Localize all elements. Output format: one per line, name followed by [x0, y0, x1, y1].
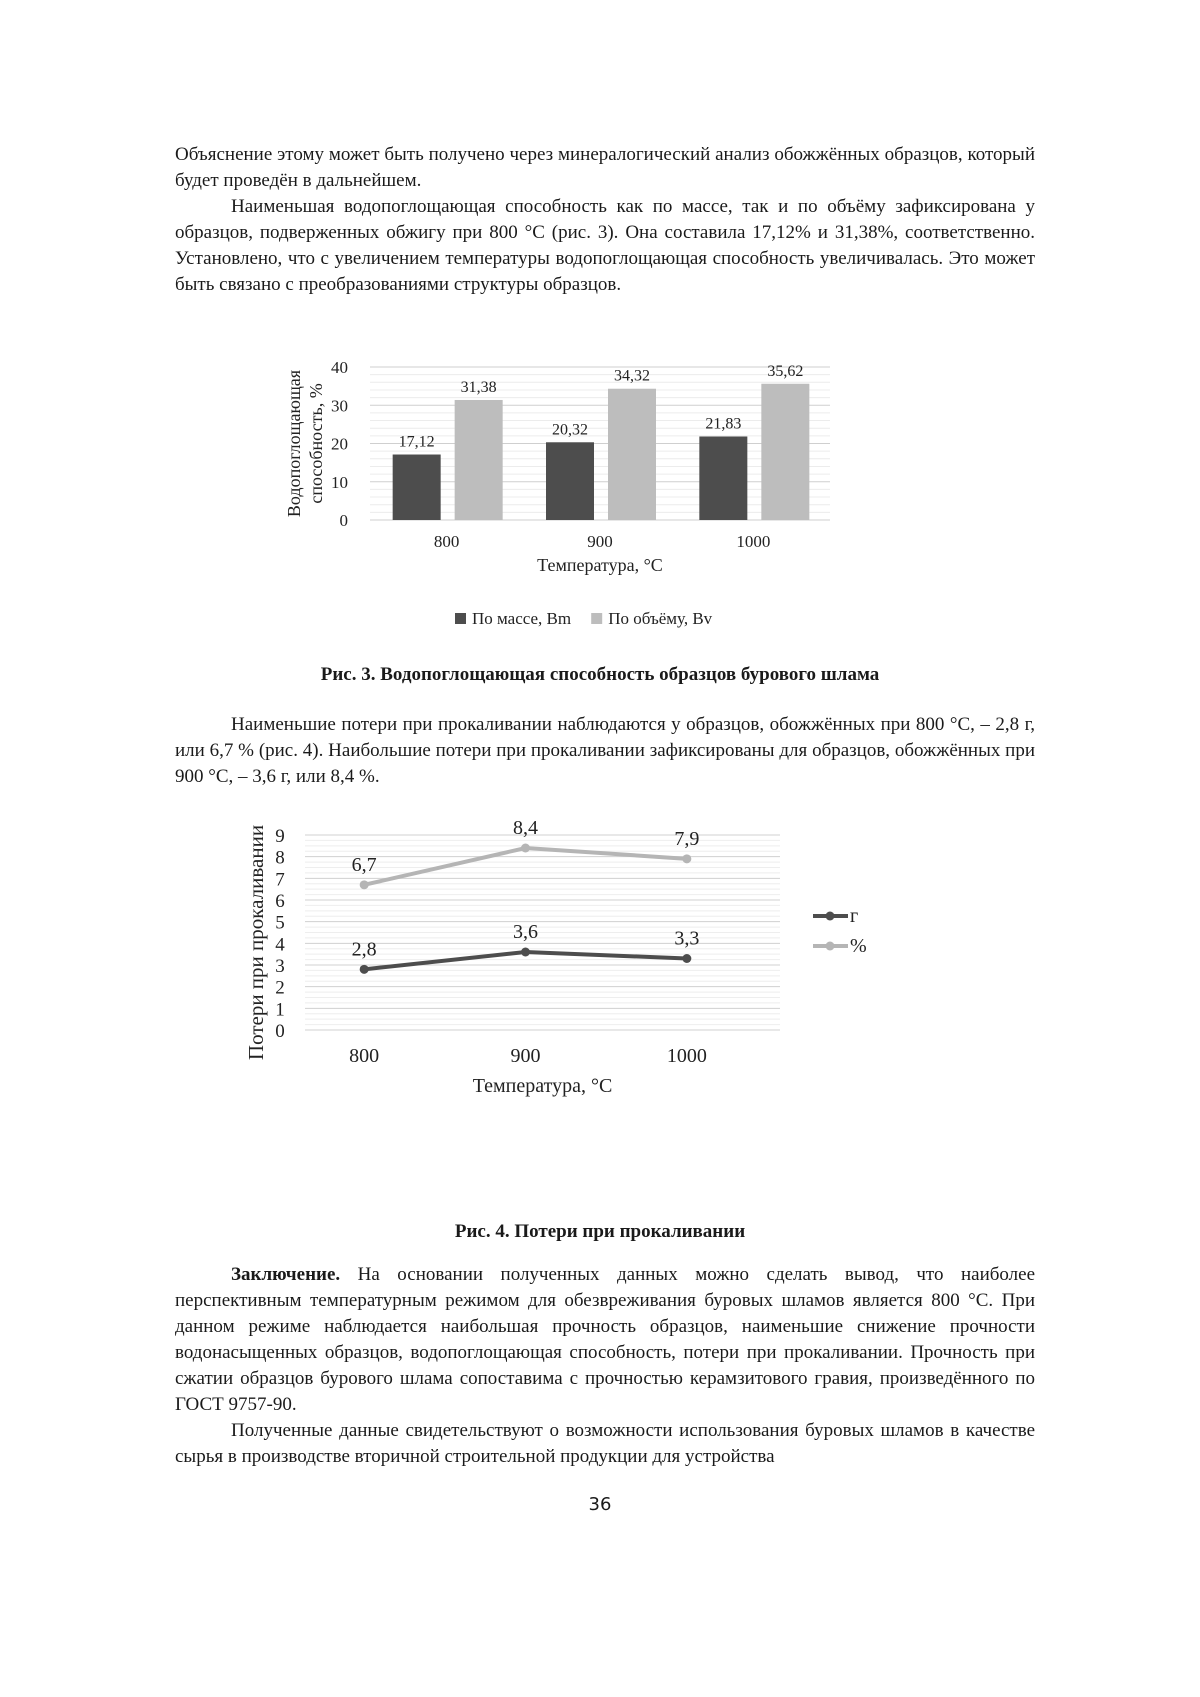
y-tick-label: 2	[275, 977, 285, 999]
legend-marker	[826, 942, 835, 951]
data-label: 17,12	[398, 433, 435, 451]
x-axis-title: Температура, °С	[472, 1075, 613, 1097]
conclusion-text	[175, 1262, 1035, 1470]
y-tick-label: 5	[275, 912, 285, 934]
x-axis-title: Температура, °С	[537, 555, 663, 575]
y-tick-label: 6	[275, 891, 285, 912]
paragraph-conclusion	[175, 1262, 1035, 1418]
bar	[393, 455, 441, 520]
y-tick-label: 7	[275, 869, 285, 891]
paragraph-1: Объяснение этому может быть получено через минералогический анализ обожжённых образцов, который будет проведён в дальнейшем.	[175, 144, 1035, 191]
data-label: 35,62	[767, 362, 804, 380]
data-label: 31,38	[460, 378, 497, 396]
x-tick-label: 900	[510, 1045, 541, 1067]
y-axis-title: Водопоглощающая способность, %	[284, 369, 326, 518]
conclusion-body: На основании полученных данных можно сделать вывод, что наиболее перспективным температурным режимом для обезвреживания буровых шламов является 800 °С. При данном режиме наблюдается наибольшая прочность образцов, наименьшие снижение прочности водонасыщенных образцов, водопоглощающая способность, потери при прокаливании. Прочность при сжатии образцов бурового шлама сопоставима с прочностью керамзитового гравия, произведённого по ГОСТ 9757-90.	[175, 1264, 1035, 1415]
x-tick-label: 1000	[666, 1045, 707, 1067]
figure-3-caption: Рис. 3. Водопоглощающая способность образцов бурового шлама	[320, 664, 880, 685]
y-axis-title: Потери при прокаливании	[244, 824, 268, 1061]
legend-label: %	[850, 935, 867, 957]
bar	[455, 400, 503, 520]
legend-label: По массе, Вm	[472, 609, 572, 628]
bar	[608, 389, 656, 520]
legend-swatch	[455, 613, 466, 624]
bar	[761, 384, 809, 520]
x-tick-label: 800	[433, 532, 460, 551]
y-tick-label: 40	[331, 358, 348, 377]
legend-label: г	[850, 905, 859, 927]
data-label: 6,7	[351, 853, 377, 876]
figure-4-caption: Рис. 4. Потери при прокаливании	[454, 1221, 746, 1242]
series-line	[364, 848, 687, 885]
data-point	[360, 965, 369, 974]
y-tick-label: 1	[275, 999, 285, 1021]
data-label: 34,32	[614, 367, 650, 385]
middle-text	[175, 712, 1035, 790]
data-point	[521, 844, 530, 853]
data-label: 20,32	[552, 421, 588, 439]
y-tick-label: 20	[331, 434, 348, 454]
data-label: 2,8	[351, 938, 377, 961]
y-tick-label: 0	[275, 1021, 285, 1042]
paragraph-3: Наименьшие потери при прокаливании наблюдаются у образцов, обожжённых при 800 °С, – 2,8 г, или 6,7 % (рис. 4). Наибольшие потери при прокаливании зафиксированы для образцов, обожжённых при 900 °С, – 3,6 г, или 8,4 %.	[175, 714, 1035, 787]
page-number: 36	[588, 1494, 612, 1515]
data-label: 3,3	[674, 927, 700, 950]
data-point	[682, 954, 691, 963]
legend-label: По объёму, Вv	[608, 609, 713, 628]
x-tick-label: 800	[349, 1045, 380, 1067]
y-tick-label: 3	[275, 956, 285, 977]
paragraph-last: Полученные данные свидетельствуют о возможности использования буровых шламов в качестве сырья в производстве вторичной строительной продукции для устройства	[175, 1420, 1035, 1467]
y-tick-label: 30	[331, 396, 348, 416]
figure-4-line-chart	[244, 815, 960, 1195]
data-point	[682, 854, 691, 863]
y-tick-label: 0	[339, 511, 348, 530]
data-label: 21,83	[705, 415, 742, 433]
data-point	[360, 880, 369, 889]
conclusion-lead: Заключение.	[231, 1264, 341, 1285]
top-text	[175, 142, 1035, 298]
data-point	[521, 948, 530, 957]
y-tick-label: 10	[331, 472, 348, 492]
y-tick-label: 4	[275, 934, 285, 956]
bar	[546, 442, 594, 520]
x-tick-label: 900	[587, 532, 613, 551]
paragraph-2: Наименьшая водопоглощающая способность как по массе, так и по объёму зафиксирована у образцов, подверженных обжигу при 800 °С (рис. 3). Она составила 17,12% и 31,38%, соответственно. Установлено, что с увеличением температуры водопоглощающая способность увеличивалась. Это может быть связано с преобразованиями структуры образцов.	[175, 196, 1035, 295]
data-label: 8,4	[513, 817, 538, 839]
y-tick-label: 9	[275, 826, 285, 847]
x-tick-label: 1000	[736, 532, 771, 551]
data-label: 3,6	[513, 921, 538, 943]
figure-3-bar-chart	[284, 355, 930, 655]
y-tick-label: 8	[275, 847, 285, 869]
legend-marker	[826, 912, 835, 921]
legend-swatch	[591, 613, 602, 624]
data-label: 7,9	[674, 827, 700, 850]
bar	[699, 437, 747, 520]
